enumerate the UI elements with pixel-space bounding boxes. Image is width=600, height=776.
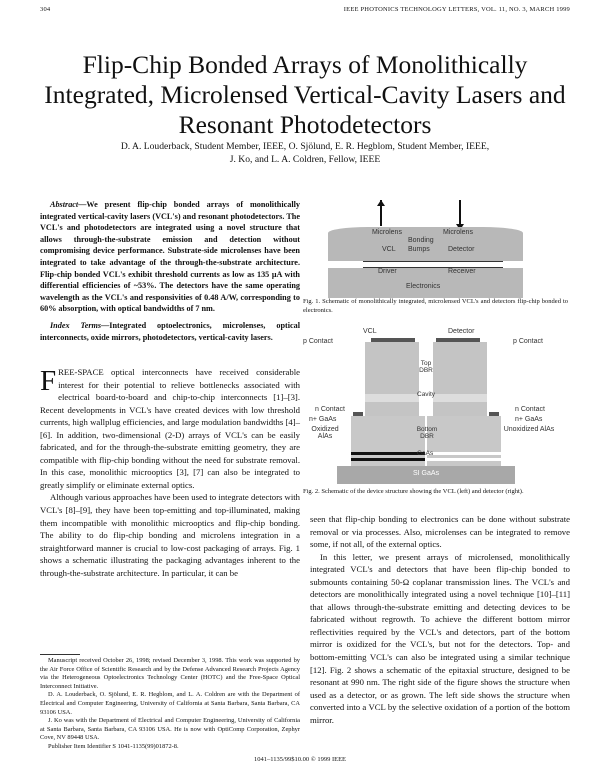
label: Unoxidized AlAs — [503, 426, 555, 433]
intro-paragraph-1: REE-SPACE optical interconnects have received considerable interest for their potential to relieve bottlenecks associated with electrical board-to-board and chip-to-chip interconnects [1]–[3]. Recent developments in VCL's have created devices with low threshold currents, high wallplug efficiencies, and large modulation bandwidths [4]–[6]. In addition, two-dimensional (2-D) arrays of VCL's can be easily fabricated, and for the through-the-substrate emitting geometry, they are compatible with flip-chip bonding without the need for substrate removal. In this case, monolithic microoptics [3], [7] can also be integrated to greatly simplify or eliminate external optics. — [40, 367, 300, 490]
chip-substrate — [328, 227, 523, 261]
figure-1-schematic — [328, 200, 538, 292]
abstract-label: Abstract— — [50, 200, 87, 209]
footnotes — [40, 657, 300, 752]
label: Oxidized AlAs — [311, 426, 339, 440]
intro-paragraph-2: Although various approaches have been used to integrate detectors with VCL's [8]–[9], they have been top-emitting and top-illuminated, making them incompatible with monolithic microoptics and flip-chip bonding. The ability to do flip-chip bonding and microlens integration in a straightforward manner is crucial to low-cost packaging of arrays. Fig. 1 shows a schematic illustrating the packaging advantages inherent to the through-the-substrate architecture. In particular, it can be — [40, 492, 300, 578]
label: Receiver — [448, 268, 476, 275]
bonding-bumps — [363, 261, 503, 268]
label: n+ GaAs — [309, 416, 337, 423]
index-terms — [40, 320, 300, 343]
label: n+ GaAs — [515, 416, 543, 423]
figure-1-caption: Fig. 1. Schematic of monolithically integrated, microlensed VCL's and detectors flip-chip bonded to electronics. — [303, 298, 568, 314]
page-number: 304 — [40, 6, 51, 13]
label: Cavity — [417, 391, 436, 398]
abstract-text: We present flip-chip bonded arrays of monolithically integrated vertical-cavity lasers (VCL's) and resonant photodetectors. The VCL's and photodetectors are integrated using a novel structure that allows through-the-substrate emission and detection without compromising device performance. Substrate-side microlenses have been integrated to take advantage of the through-the-substrate architecture. Flip-chip bonded VCL's exhibit threshold currents as low as 135 μA with differential efficiencies of ~53%. The detectors have the same operating wavelength as the VCL's and responsivities of 0.48 A/W, corresponding to 60% absorption, with optical bandwidths of 7 nm. — [40, 200, 300, 314]
authors-line-1: D. A. Louderback, Student Member, IEEE, O. Sjölund, E. R. Hegblom, Student Member, IEEE, — [120, 141, 490, 152]
body-paragraph: In this letter, we present arrays of microlensed, monolithically integrated VCL's and detectors that have been flip-chip bonded to submounts containing 50-Ω coplanar transmission lines. The VCL's and detectors are monolithically integrated using a novel technique [10]–[11] that allows through-the-substrate emitting and detecting devices to be fabricated without regrowth. To achieve the different bottom mirror reflectivities required by the VCL's and detectors, part of the bottom mirror is oxidized for the VCL's, but not for the detectors. Top- and bottom-emitting VCL's can also be integrated using a similar technique [12]. Fig. 2 shows a schematic of the epitaxial structure, designed to be resonant at 990 nm. The right side of the figure shows the structure when used as a detector, or as grown. The left side shows the structure when converted into a VCL by the selective oxidation of a portion of the bottom mirror. — [310, 551, 570, 725]
authors-line-2: J. Ko, and L. A. Coldren, Fellow, IEEE — [229, 153, 381, 165]
footnote: Publisher Item Identifier S 1041-1135(99)01872-8. — [48, 742, 179, 750]
abstract — [40, 199, 300, 315]
label: Bumps — [408, 246, 430, 253]
introduction — [40, 366, 300, 579]
label: Detector — [448, 246, 475, 253]
label: Detector — [448, 328, 475, 335]
label: p Contact — [303, 338, 333, 345]
running-header: IEEE PHOTONICS TECHNOLOGY LETTERS, VOL. 11, NO. 3, MARCH 1999 — [343, 6, 570, 13]
figure-2-structure — [303, 324, 568, 486]
authors — [40, 141, 570, 166]
label: GaAs — [417, 450, 434, 457]
label: Top DBR — [419, 360, 433, 374]
label: p Contact — [513, 338, 543, 345]
drop-cap: F — [40, 365, 57, 397]
index-terms-text: Integrated optoelectronics, microlenses, optical interconnects, oxide mirrors, photodetectors, vertical-cavity lasers. — [40, 321, 300, 342]
detection-arrow — [459, 200, 461, 226]
label: Electronics — [406, 283, 441, 290]
figure-2-caption: Fig. 2. Schematic of the device structure showing the VCL (left) and detector (right). — [303, 488, 524, 495]
right-column-text — [310, 513, 570, 726]
label: Bottom DBR — [416, 426, 438, 440]
label: n Contact — [515, 406, 545, 413]
copyright-footer: 1041–1135/99$10.00 © 1999 IEEE — [253, 756, 347, 763]
label: Bonding — [408, 237, 434, 244]
paper-title: Flip-Chip Bonded Arrays of Monolithically Integrated, Microlensed Vertical-Cavity Lasers and Resonant Photodetectors — [44, 50, 566, 139]
footnote-divider — [40, 654, 80, 655]
label: Microlens — [372, 229, 402, 236]
label: VCL — [363, 328, 377, 335]
footnote: D. A. Louderback, O. Sjölund, E. R. Hegblom, and L. A. Coldren are with the Department of Electrical and Computer Engineering, University of California at Santa Barbara, Santa Barbara, CA 93106 USA. — [40, 691, 300, 716]
index-terms-label: Index Terms— — [50, 321, 110, 330]
label: SI GaAs — [413, 470, 440, 477]
footnote: Manuscript received October 26, 1998; revised December 3, 1998. This work was supported by the Air Force Office of Scientific Research and by the Defense Advanced Research Projects Agency via the Heterogeneous Optoelectronics Technology Center (HOTC) and the Free-Space Optical Interconnect Initiative. — [40, 657, 300, 690]
label: Driver — [378, 268, 397, 275]
label: n Contact — [315, 406, 345, 413]
footnote: J. Ko was with the Department of Electrical and Computer Engineering, University of California at Santa Barbara, Santa Barbara, CA 93106 USA. He is now with OptiComp Corporation, Zephyr Cove, NV 89448 USA. — [40, 717, 300, 742]
body-paragraph: seen that flip-chip bonding to electronics can be done without substrate removal or via processes. Also, microlenses can be integrated to remove some, if not all, of the external optics. — [310, 514, 570, 550]
label: VCL — [382, 246, 396, 253]
label: Microlens — [443, 229, 473, 236]
